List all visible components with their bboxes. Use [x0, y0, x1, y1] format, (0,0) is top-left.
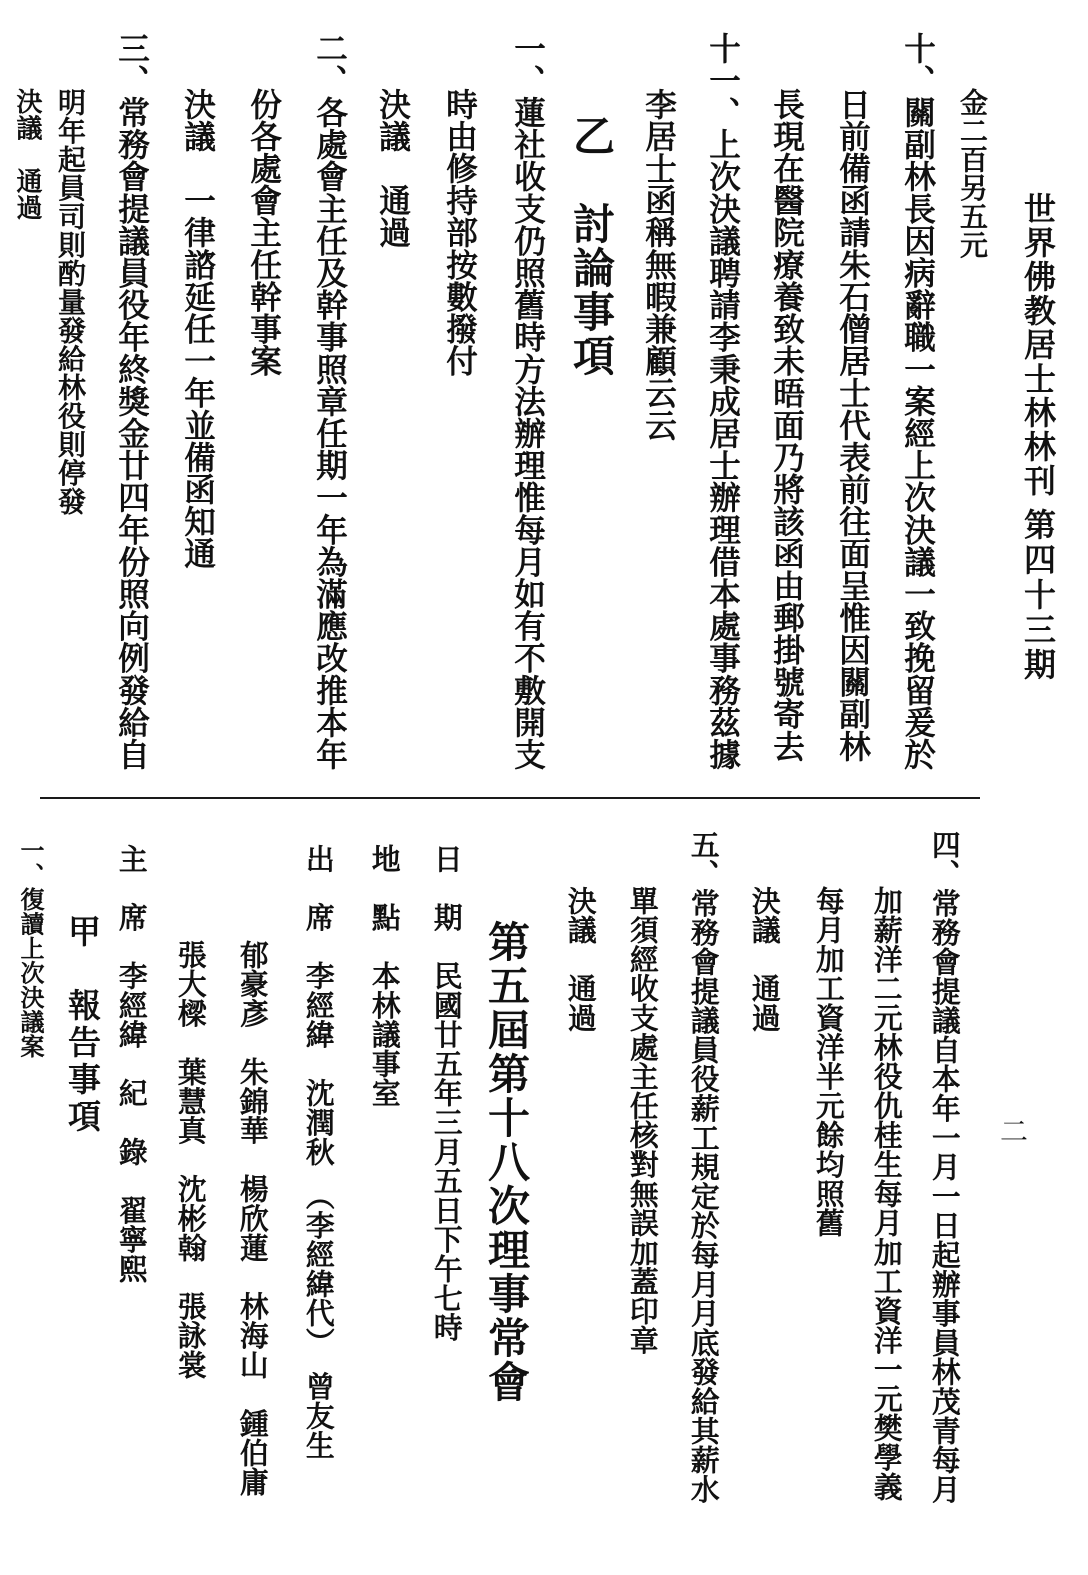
- section-heading: 甲 報告事項: [63, 914, 102, 1136]
- text-column: 四、常務會提議自本年一月一日起辦事員林茂青每月: [927, 830, 962, 1504]
- text-column: 明年起員司則酌量發給林役則停發: [54, 88, 87, 516]
- text-column: 長現在醫院療養致未晤面乃將該函由郵掛號寄去: [768, 88, 806, 763]
- text-column: 十、關副林長因病辭職一案經上次決議一致挽留爰於: [899, 32, 937, 771]
- section-divider: [40, 797, 980, 799]
- text-column: 決議 通過: [374, 88, 412, 249]
- text-column: 主 席 李經緯 紀 錄 翟寧熙: [114, 844, 149, 1284]
- text-column: 決議 通過: [563, 886, 598, 1033]
- text-column: 五、常務會提議員役薪工規定於每月月底發給其薪水: [686, 830, 721, 1504]
- text-column: 郁豪彥 朱錦華 楊欣蓮 林海山 鍾伯庸: [235, 940, 270, 1497]
- page-number: 二: [1000, 1115, 1029, 1148]
- text-column: 每月加工資洋半元餘均照舊: [811, 886, 846, 1238]
- text-column: 張大樑 葉慧真 沈彬翰 張詠裳: [173, 940, 208, 1380]
- text-column: 地 點 本林議事室: [367, 844, 402, 1108]
- text-column: 一、復讀上次決議案: [16, 838, 45, 1059]
- meeting-title: 第五屆第十八次理事常會: [482, 920, 531, 1404]
- text-column: 二、各處會主任及幹事照章任期一年為滿應改推本年: [311, 32, 349, 771]
- text-column: 三、常務會提議員役年終獎金廿四年份照向例發給自: [113, 32, 151, 771]
- text-column: 決議 通過: [747, 886, 782, 1033]
- text-column: 出 席 李經緯 沈潤秋 （李經緯代） 曾友生: [301, 844, 336, 1460]
- text-column: 單須經收支處主任核對無誤加蓋印章: [625, 886, 660, 1355]
- text-column: 一、蓮社收支仍照舊時方法辦理惟每月如有不敷開支: [509, 32, 547, 771]
- section-heading: 乙 討論事項: [567, 114, 616, 378]
- text-column: 份各處會主任幹事案: [245, 88, 283, 377]
- text-column: 李居士函稱無暇兼顧云云: [640, 88, 678, 442]
- text-column: 日 期 民國廿五年三月五日下午七時: [429, 844, 464, 1343]
- text-column: 加薪洋二元林役仇桂生每月加工資洋一元樊學義: [869, 886, 904, 1502]
- journal-header: 世界佛教居士林林刊: [1019, 192, 1057, 498]
- text-column: 十一、上次決議聘請李秉成居士辦理借本處事務茲據: [704, 32, 742, 771]
- text-column: 決議 一律諮延任一年並備函知通: [179, 88, 217, 570]
- issue-number: 第四十三期: [1019, 508, 1057, 683]
- text-column: 金二百另五元: [956, 88, 989, 259]
- text-column: 時由修持部按數撥付: [441, 88, 479, 377]
- text-column: 決議 通過: [12, 88, 42, 221]
- text-column: 日前備函請朱石僧居士代表前往面呈惟因關副林: [834, 88, 872, 763]
